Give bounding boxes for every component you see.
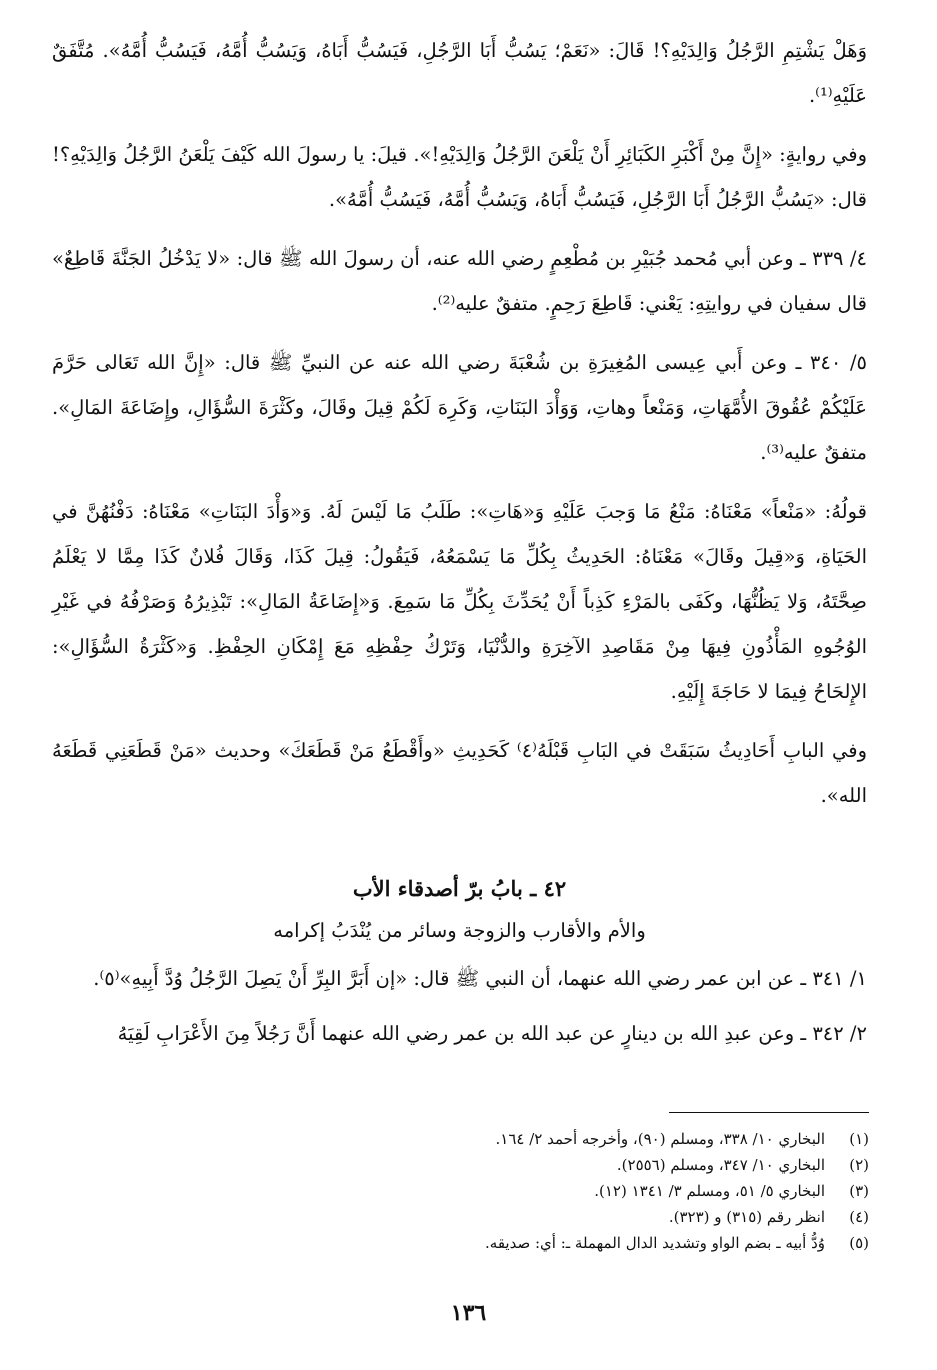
footnote-text: البخاري ١٠/ ٣٤٧، ومسلم (٢٥٥٦). xyxy=(616,1156,825,1174)
footnote xyxy=(69,1204,869,1230)
footnotes xyxy=(69,1126,869,1256)
paragraph-explanation: قولُهُ: «مَنْعاً» مَعْنَاهُ: مَنْعُ مَا وَجبَ عَلَيْهِ وَ«هَاتِ»: طَلَبُ مَا لَيْسَ لَهُ. وَ«وَأْدَ البَنَاتِ» مَعْنَاهُ: دَفْنُهُنَّ في الحَيَاةِ، وَ«قِيلَ وقَالَ» مَعْنَاهُ: الحَدِيثُ بِكُلِّ مَا يَسْمَعُهُ، فَيَقُولُ: قِيلَ كَذَا، وَقَالَ فُلانٌ كَذَا مِمَّا لا يَعْلَمُ صِحَّتَهُ، وَلا يَظُنُّهَا، وكَفَى بالمَرْءِ كَذِباً أَنْ يُحَدِّثَ بِكُلِّ مَا سَمِعَ. وَ«إِضَاعَةُ المَالِ»: تَبْذِيرُهُ وَصَرْفُهُ في غَيْرِ الوُجُوهِ المَأْذُونِ فِيهَا مِنْ مَقَاصِدِ الآخِرَةِ والدُّنْيَا، وَتَرْكُ حِفْظِهِ مَعَ إِمْكَانِ الحِفْظِ. وَ«كَثْرَةُ السُّؤَالِ»: الإِلحَاحُ فِيمَا لا حَاجَةَ إِلَيْهِ. xyxy=(52,500,867,703)
section-subtitle: والأم والأقارب والزوجة وسائر من يُنْدَبُ إكرامه xyxy=(273,919,646,942)
paragraph-hadith-340: ٥/ ٣٤٠ ـ وعن أَبي عِيسى المُغِيرَةِ بن شُعْبَةَ رضي الله عنه عن النبيِّ ﷺ قال: «إِنَّ الله تَعَالى حَرَّمَ عَلَيْكُمْ عُقُوقَ الأُمَّهَاتِ، وَمَنْعاً وهاتِ، وَوَأْدَ البَنَاتِ، وَكَرِهَ لَكُمْ قِيلَ وقَالَ، وكَثْرَةَ السُّؤَالِ، وإِضَاعَةَ المَالِ». متفقٌ عليه⁽³⁾. xyxy=(52,351,867,464)
page-body xyxy=(52,28,867,1070)
paragraph-hadith-insult-parents: وَهَلْ يَشْتِمِ الرَّجُلُ وَالِدَيْهِ؟! قَالَ: «نَعَمْ؛ يَسُبُّ أَبَا الرَّجُلِ، فَيَسُبُّ أَبَاهُ، وَيَسُبُّ أُمَّهُ، فَيَسُبُّ أُمَّهُ». مُتَّفَقٌ عَلَيْهِ⁽¹⁾. xyxy=(52,39,867,107)
paragraph-hadith-342: ٢/ ٣٤٢ ـ وعن عبدِ الله بن دينارٍ عن عبد الله بن عمر رضي الله عنهما أَنَّ رَجُلاً مِنَ الأَعْرَابِ لَقِيَهُ xyxy=(117,1022,867,1045)
footnote-number: (٥) xyxy=(849,1234,869,1252)
footnote-number: (١) xyxy=(849,1130,869,1148)
footnotes-divider xyxy=(669,1112,869,1113)
page-number: ١٣٦ xyxy=(450,1300,487,1326)
footnote-text: وُدُّ أبيه ـ بضم الواو وتشديد الدال المهملة ـ: أي: صديقه. xyxy=(485,1234,825,1252)
footnote-number: (٣) xyxy=(849,1182,869,1200)
footnote-number: (٢) xyxy=(849,1156,869,1174)
paragraph-hadith-339: ٤/ ٣٣٩ ـ وعن أبي مُحمد جُبَيْرِ بن مُطْعِمٍ رضي الله عنه، أن رسولَ الله ﷺ قال: «لا يَدْخُلُ الجَنَّةَ قَاطِعٌ» قال سفيان في روايتِهِ: يَعْني: قَاطِعَ رَحِمٍ. متفقٌ عليه⁽²⁾. xyxy=(52,247,867,315)
footnote-text: البخاري ٥/ ٥١، ومسلم ٣/ ١٣٤١ (١٢). xyxy=(594,1182,825,1200)
paragraph-hadith-341: ١/ ٣٤١ ـ عن ابن عمر رضي الله عنهما، أن النبي ﷺ قال: «إن أَبَرَّ البِرِّ أَنْ يَصِلَ الرَّجُلُ وُدَّ أَبِيهِ»⁽٥⁾. xyxy=(93,967,867,990)
footnote xyxy=(69,1152,869,1178)
footnote xyxy=(69,1126,869,1152)
section-title: ٤٢ ـ بابُ برّ أصدقاء الأب xyxy=(352,876,567,901)
paragraph-narration-variant: وفي روايةٍ: «إِنَّ مِنْ أَكْبَرِ الكَبَائِرِ أَنْ يَلْعَنَ الرَّجُلُ وَالِدَيْهِ!». قيلَ: يا رسولَ الله كَيْفَ يَلْعَنُ الرَّجُلُ وَالِدَيْهِ؟! قال: «يَسُبُّ الرَّجُلُ أَبَا الرَّجُلِ، فَيَسُبُّ أَبَاهُ، وَيَسُبُّ أُمَّهُ، فَيَسُبُّ أُمَّهُ». xyxy=(52,143,867,211)
footnote xyxy=(69,1230,869,1256)
footnote xyxy=(69,1178,869,1204)
footnote-text: انظر رقم (٣١٥) و (٣٢٣). xyxy=(668,1208,825,1226)
footnote-number: (٤) xyxy=(849,1208,869,1226)
footnote-text: البخاري ١٠/ ٣٣٨، ومسلم (٩٠)، وأخرجه أحمد ٢/ ١٦٤. xyxy=(495,1130,825,1148)
paragraph-related-hadiths: وفي البابِ أَحَادِيثُ سَبَقَتْ في البَابِ قَبْلَهُ⁽٤⁾ كَحَدِيثِ «وأَقْطَعُ مَنْ قَطَعَكَ» وحديث «مَنْ قَطَعَنِي قَطَعَهُ الله». xyxy=(52,739,867,807)
